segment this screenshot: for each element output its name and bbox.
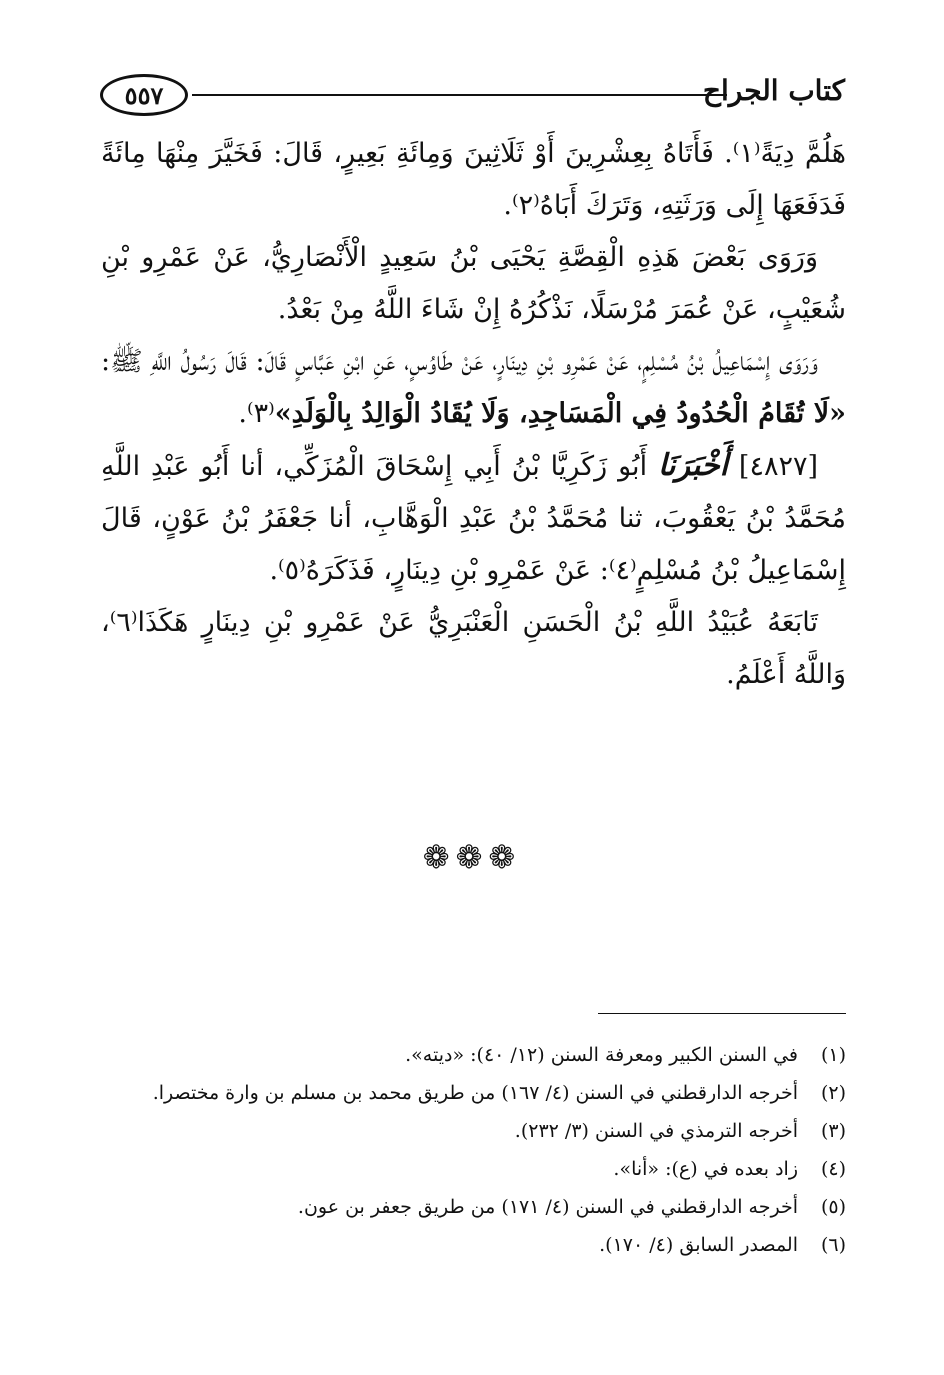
footnote-text: المصدر السابق (٤/ ١٧٠). [599,1234,798,1256]
page-header [100,70,845,122]
footnote-5 [101,1188,846,1226]
paragraph-4 [101,440,846,597]
footnote-number: (١) [820,1044,846,1066]
paragraph-1: هَلُمَّ دِيَةً⁽١⁾. فَأَتَاهُ بِعِشْرِينَ أَوْ ثَلَاثِينَ وَمِائَةِ بَعِيرٍ، قَالَ: فَخَيَّرَ مِنْهَا مِائَةً فَدَفَعَهَا إِلَى وَرَثَتِهِ، وَتَرَكَ أَبَاهُ⁽٢⁾. [101,138,846,221]
header-rule [192,94,727,96]
section-ornament: ❁❁❁ [422,838,522,876]
footnote-number: (٤) [820,1158,846,1180]
paragraph-3-start: وَرَوَى إِسْمَاعِيلُ بْنُ مُسْلِمٍ، عَنْ عَمْرِو بْنِ دِينَارٍ، عَنْ طَاوُسٍ، عَنِ ابْنِ عَبَّاسٍ قَالَ: قَالَ رَسُولُ اللَّهِ ﷺ: [101,346,818,377]
paragraph-4-text: أَبُو زَكَرِيَّا بْنُ أَبِي إِسْحَاقَ الْمُزَكِّي، أنا أَبُو عَبْدِ اللَّهِ مُحَمَّدُ بْنُ يَعْقُوبَ، ثنا مُحَمَّدُ بْنُ عَبْدِ الْوَهَّابِ، أنا جَعْفَرُ بْنُ عَوْنٍ، قَالَ إِسْمَاعِيلُ بْنُ مُسْلِمٍ⁽٤⁾: عَنْ عَمْرِو بْنِ دِينَارٍ، فَذَكَرَهُ⁽٥⁾. [101,451,846,586]
paragraph-3 [101,336,846,440]
footnote-6 [101,1226,846,1264]
hadith-quote: «لَا تُقَامُ الْحُدُودُ فِي الْمَسَاجِدِ، وَلَا يُقَادُ الْوَالِدُ بِالْوَلَدِ» [274,398,846,429]
page-number: ٥٥٧ [100,74,188,116]
akhbarana-word: أَخْبَرَنَا [657,448,728,483]
paragraph-2: وَرَوَى بَعْضَ هَذِهِ الْقِصَّةِ يَحْيَى بْنُ سَعِيدٍ الْأَنْصَارِيُّ، عَنْ عَمْرِو بْنِ شُعَيْبٍ، عَنْ عُمَرَ مُرْسَلًا، نَذْكُرُهُ إِنْ شَاءَ اللَّهُ مِنْ بَعْدُ. [101,242,846,325]
paragraph-3-end: ⁽٣⁾. [238,398,275,429]
footnote-text: أخرجه الدارقطني في السنن (٤/ ١٦٧) من طريق محمد بن مسلم بن وارة مختصرا. [152,1082,798,1104]
footnote-2 [101,1074,846,1112]
footnote-text: زاد بعده في (ع): «أنا». [613,1158,798,1180]
footnote-number: (٥) [820,1196,846,1218]
footnote-number: (٣) [820,1120,846,1142]
book-title: كتاب الجراح [702,74,845,107]
footnote-number: (٦) [820,1234,846,1256]
main-text [101,128,846,701]
footnote-text: أخرجه الدارقطني في السنن (٤/ ١٧١) من طريق جعفر بن عون. [297,1196,798,1218]
hadith-number: [٤٨٢٧] [738,451,818,482]
footnote-4 [101,1150,846,1188]
footnote-3 [101,1112,846,1150]
paragraph-5: تَابَعَهُ عُبَيْدُ اللَّهِ بْنُ الْحَسَنِ الْعَنْبَرِيُّ عَنْ عَمْرِو بْنِ دِينَارٍ هَكَذَا⁽٦⁾، وَاللَّهُ أَعْلَمُ. [101,607,846,690]
footnote-rule [598,1013,846,1014]
footnote-1 [101,1036,846,1074]
footnote-number: (٢) [820,1082,846,1104]
footnote-text: في السنن الكبير ومعرفة السنن (١٢/ ٤٠): «ديته». [405,1044,798,1066]
footnotes [101,1036,846,1264]
footnote-text: أخرجه الترمذي في السنن (٣/ ٢٣٢). [514,1120,798,1142]
